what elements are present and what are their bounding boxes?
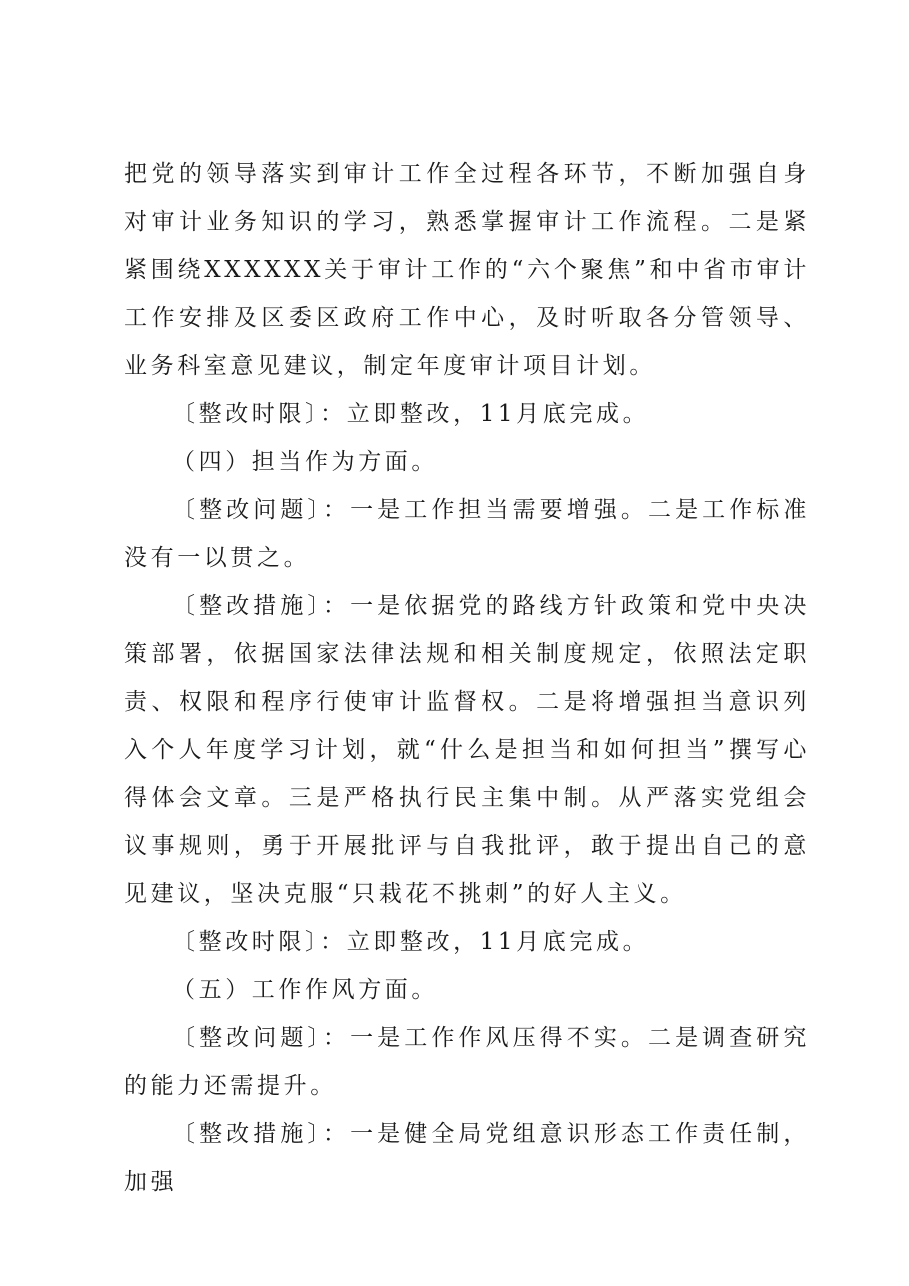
paragraph-measures: 〔整改措施〕：一是依据党的路线方针政策和党中央决策部署，依据国家法律法规和相关制度规定，依照法定职责、权限和程序行使审计监督权。二是将增强担当意识列入个人年度学习计划，就“什么是担当和如何担当”撰写心得体会文章。三是严格执行民主集中制。从严落实党组会议事规则，勇于开展批评与自我批评，敢于提出自己的意见建议，坚决克服“只栽花不挑刺”的好人主义。	[124, 593, 810, 907]
paragraph-issues: 〔整改问题〕：一是工作作风压得不实。二是调查研究的能力还需提升。	[124, 1025, 810, 1099]
paragraph-deadline: 〔整改时限〕：立即整改，11月底完成。	[172, 929, 650, 955]
section-heading-4: （四）担当作为方面。	[172, 449, 438, 475]
section-heading-5: （五）工作作风方面。	[172, 977, 438, 1003]
paragraph-deadline: 〔整改时限〕：立即整改，11月底完成。	[172, 401, 650, 427]
paragraph-measures: 〔整改措施〕：一是健全局党组意识形态工作责任制，加强	[124, 1121, 810, 1195]
paragraph-issues: 〔整改问题〕：一是工作担当需要增强。二是工作标准没有一以贯之。	[124, 497, 810, 571]
document-body	[124, 150, 810, 1206]
paragraph-continuation: 把党的领导落实到审计工作全过程各环节，不断加强自身对审计业务知识的学习，熟悉掌握审计工作流程。二是紧紧围绕XXXXXX关于审计工作的“六个聚焦”和中省市审计工作安排及区委区政府工作中心，及时听取各分管领导、业务科室意见建议，制定年度审计项目计划。	[124, 161, 810, 379]
